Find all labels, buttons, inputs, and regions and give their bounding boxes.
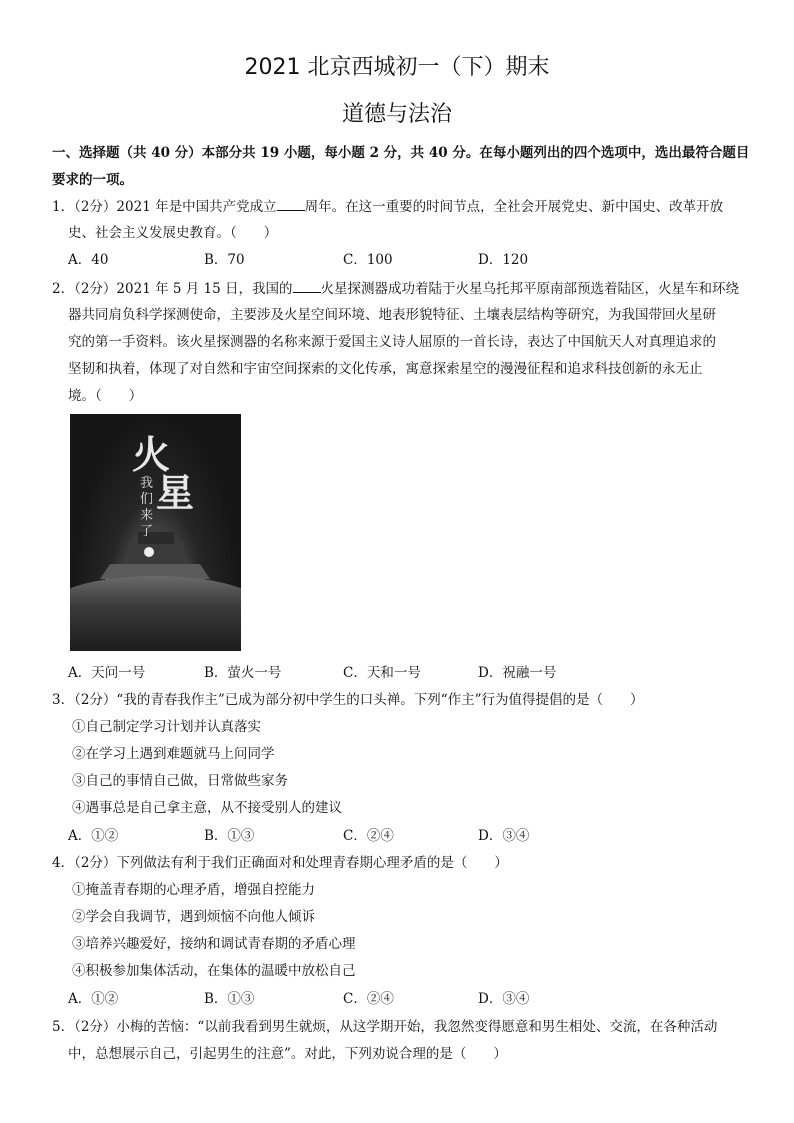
q4-option-d[interactable]: D．③④ bbox=[478, 991, 530, 1007]
q2-text-b: 火星探测器成功着陆于火星乌托邦平原南部预选着陆区，火星车和环绕 bbox=[320, 281, 740, 297]
question-4-line1: 4．（2分）下列做法有利于我们正确面对和处理青春期心理矛盾的是（ ） bbox=[52, 855, 508, 871]
question-5-line2: 中，总想展示自己，引起男生的注意”。对此，下列劝说合理的是（ ） bbox=[68, 1046, 507, 1062]
q4-item-2: ②学会自我调节，遇到烦恼不向他人倾诉 bbox=[72, 909, 315, 925]
section-heading-line2: 要求的一项。 bbox=[52, 172, 133, 188]
question-2-line3: 究的第一手资料。该火星探测器的名称来源于爱国主义诗人屈原的一首长诗，表达了中国航天人对真理追求的 bbox=[68, 334, 716, 350]
q2-text-a: 2．（2分）2021 年 5 月 15 日，我国的 bbox=[52, 281, 293, 297]
question-3-line1: 3．（2分）“我的青春我作主”已成为部分初中学生的口头禅。下列“作主”行为值得提倡的是（ ） bbox=[52, 692, 644, 708]
section-heading bbox=[52, 140, 752, 194]
image-small-char-4: 了 bbox=[140, 524, 154, 539]
question-1-line1 bbox=[52, 196, 723, 217]
q3-option-c[interactable]: C．②④ bbox=[343, 828, 394, 844]
image-small-char-2: 们 bbox=[140, 492, 154, 507]
q1-option-a[interactable]: A．40 bbox=[68, 252, 109, 268]
question-2-line4: 坚韧和执着，体现了对自然和宇宙空间探索的文化传承，寓意探索星空的漫漫征程和追求科技创新的永无止 bbox=[68, 361, 703, 377]
q3-option-d[interactable]: D．③④ bbox=[478, 828, 530, 844]
question-5-line1: 5．（2分）小梅的苦恼：“以前我看到男生就烦，从这学期开始，我忽然变得愿意和男生相处、交流，在各种活动 bbox=[52, 1019, 718, 1035]
image-big-char-2: 星 bbox=[156, 471, 195, 515]
q2-option-b[interactable]: B．萤火一号 bbox=[204, 665, 282, 681]
q2-option-c[interactable]: C．天和一号 bbox=[343, 665, 421, 681]
q3-option-a[interactable]: A．①② bbox=[68, 828, 119, 844]
mars-lander-image bbox=[70, 414, 241, 651]
q3-item-3: ③自己的事情自己做，日常做些家务 bbox=[72, 773, 288, 789]
q4-item-3: ③培养兴趣爱好，接纳和调试青春期的矛盾心理 bbox=[72, 936, 356, 952]
q3-item-1: ①自己制定学习计划并认真落实 bbox=[72, 719, 261, 735]
question-2-line1 bbox=[52, 278, 739, 299]
q3-option-b[interactable]: B．①③ bbox=[204, 828, 255, 844]
subject-title: 道德与法治 bbox=[341, 102, 452, 127]
question-2-line2: 器共同肩负科学探测使命，主要涉及火星空间环境、地表形貌特征、土壤表层结构等研究，为我国带回火星研 bbox=[68, 307, 716, 323]
question-2-line5: 境。（ ） bbox=[68, 388, 143, 404]
q3-item-4: ④遇事总是自己拿主意，从不接受别人的建议 bbox=[72, 800, 342, 816]
q2-option-d[interactable]: D．祝融一号 bbox=[478, 665, 557, 681]
q1-option-c[interactable]: C．100 bbox=[343, 252, 393, 268]
mars-ground bbox=[70, 576, 241, 651]
q4-option-b[interactable]: B．①③ bbox=[204, 991, 255, 1007]
q1-text-b: 周年。在这一重要的时间节点，全社会开展党史、新中国史、改革开放 bbox=[304, 199, 724, 215]
q1-option-d[interactable]: D．120 bbox=[478, 252, 529, 268]
q1-text-a: 1．（2分）2021 年是中国共产党成立 bbox=[52, 199, 277, 215]
image-small-char-3: 来 bbox=[140, 508, 154, 523]
q2-option-a[interactable]: A．天问一号 bbox=[68, 665, 146, 681]
q4-item-1: ①掩盖青春期的心理矛盾，增强自控能力 bbox=[72, 882, 315, 898]
q2-blank bbox=[293, 278, 321, 293]
exam-title: 2021 北京西城初一（下）期末 bbox=[244, 55, 550, 80]
q3-item-2: ②在学习上遇到难题就马上问同学 bbox=[72, 746, 275, 762]
q1-blank bbox=[277, 196, 305, 211]
section-heading-line1: 一、选择题（共 40 分）本部分共 19 小题，每小题 2 分，共 40 分。在每小题列出的四个选项中，选出最符合题目 bbox=[52, 145, 750, 161]
question-1-line2: 史、社会主义发展史教育。（ ） bbox=[68, 225, 278, 241]
q4-option-a[interactable]: A．①② bbox=[68, 991, 119, 1007]
q1-option-b[interactable]: B．70 bbox=[204, 252, 245, 268]
image-big-char-1: 火 bbox=[132, 433, 171, 477]
q4-item-4: ④积极参加集体活动，在集体的温暖中放松自己 bbox=[72, 963, 356, 979]
image-small-char-1: 我 bbox=[140, 476, 154, 491]
q4-option-c[interactable]: C．②④ bbox=[343, 991, 394, 1007]
